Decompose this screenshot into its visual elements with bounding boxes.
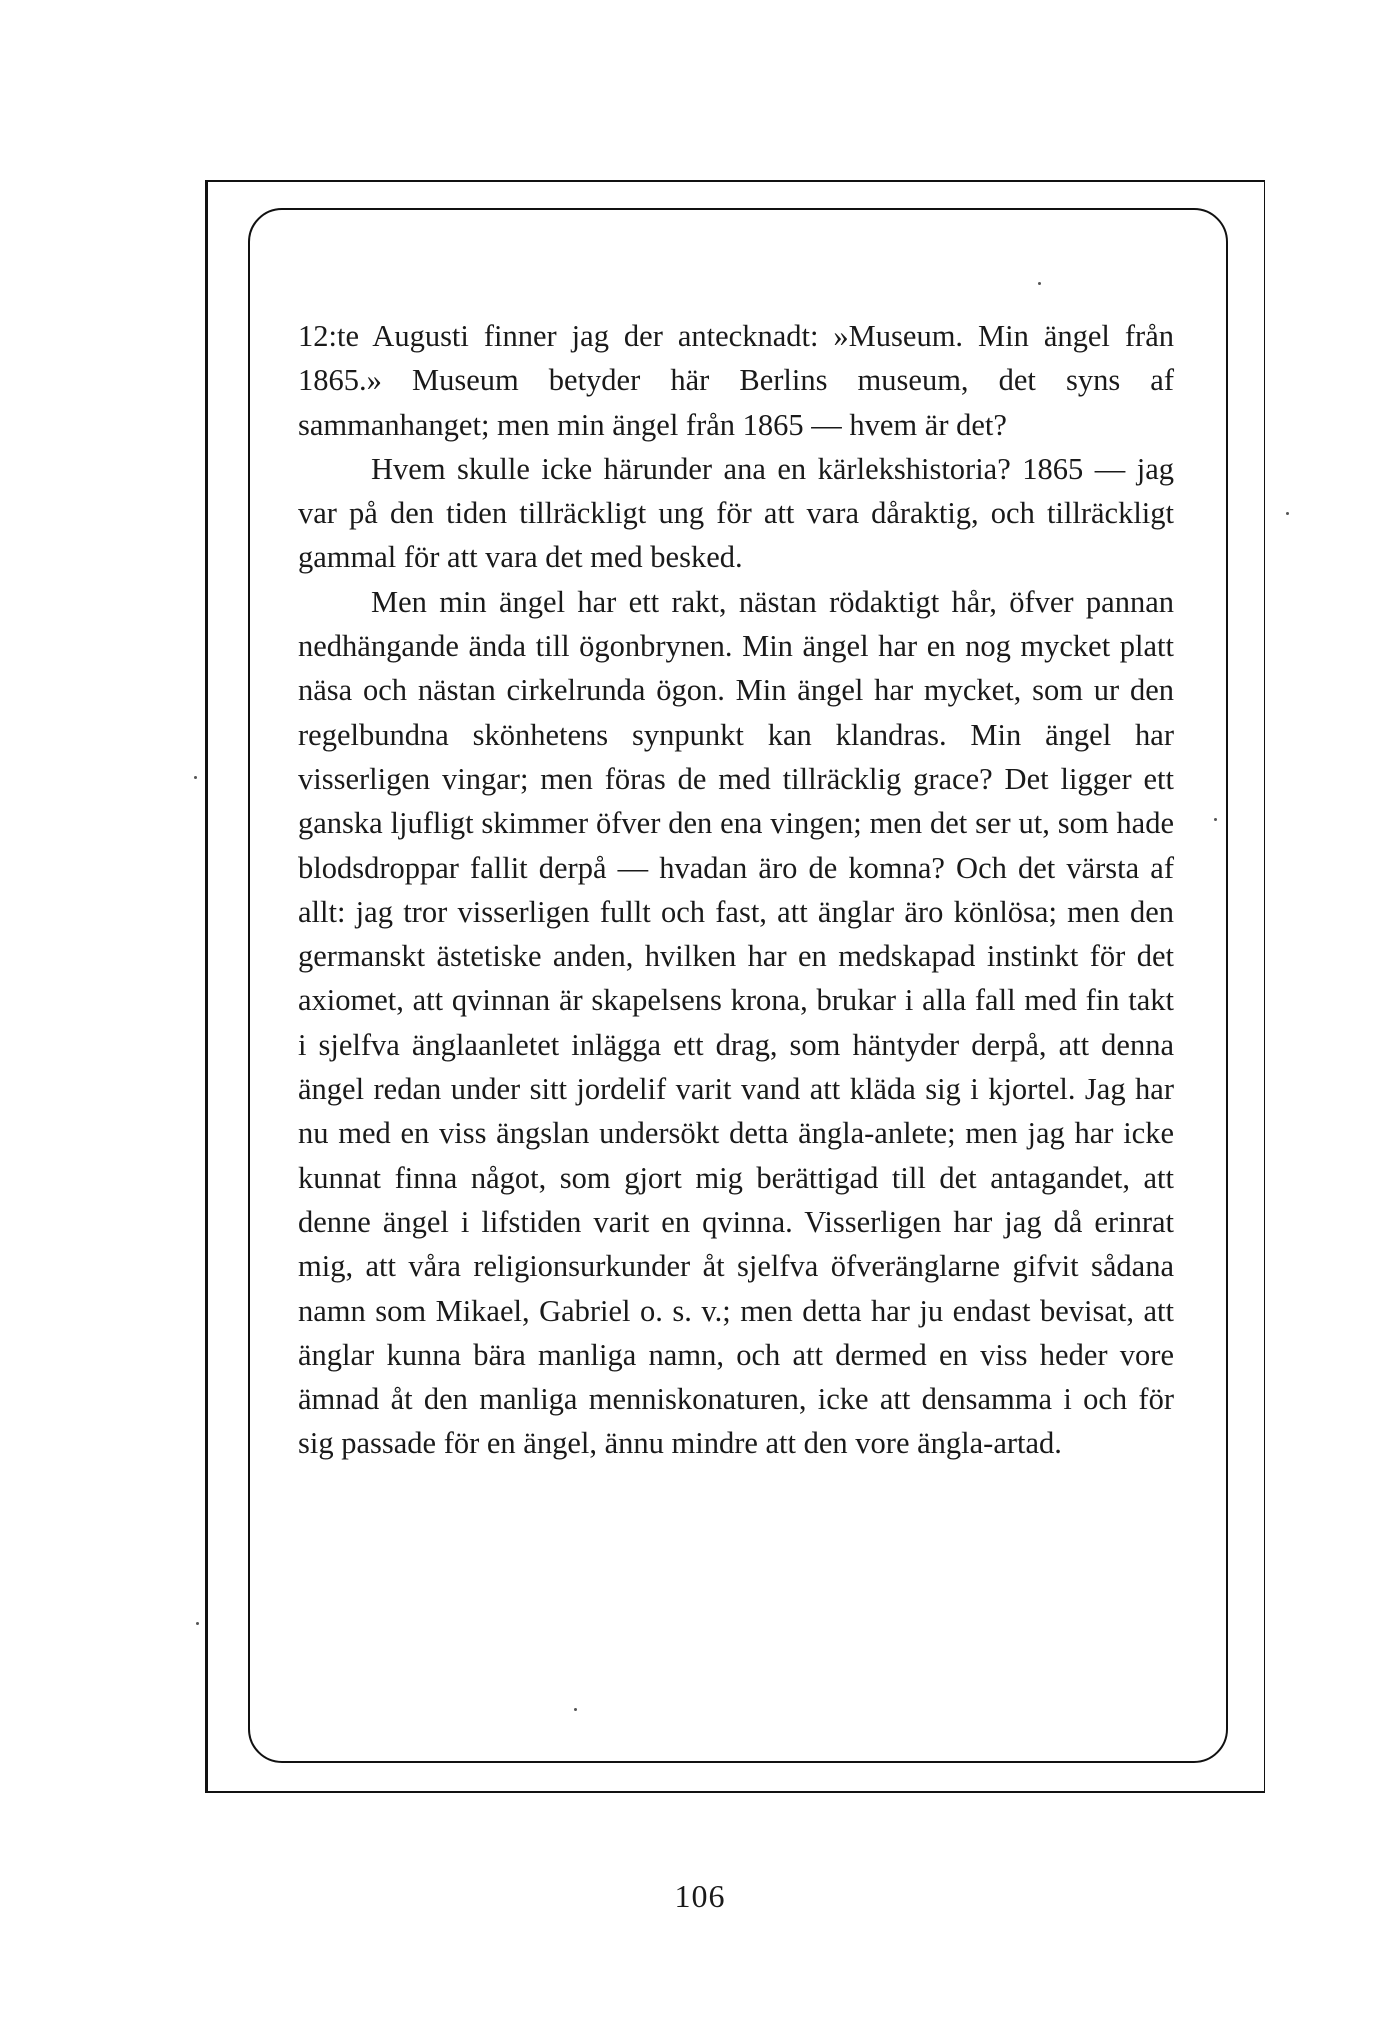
paragraph-3: Men min ängel har ett rakt, nästan rödaktigt hår, öfver pannan nedhängande ända till ögonbrynen. Min ängel har en nog mycket platt näsa och nästan cirkelrunda ögon. Min ängel har mycket, som ur den regelbundna skönhetens synpunkt kan klandras. Min ängel har visserligen vingar; men föras de med tillräcklig grace? Det ligger ett ganska ljufligt skimmer öfver den ena vingen; men det ser ut, som hade blodsdroppar fallit derpå — hvadan äro de komna? Och det värsta af allt: jag tror visserligen fullt och fast, att änglar äro könlösa; men den germanskt ästetiske anden, hvilken har en medskapad instinkt för det axiomet, att qvinnan är skapelsens krona, brukar i alla fall med fin takt i sjelfva änglaanletet inlägga ett drag, som häntyder derpå, att denna ängel redan under sitt jordelif varit vand att kläda sig i kjortel. Jag har nu med en viss ängslan undersökt detta ängla-anlete; men jag har icke kunnat finna något, som gjort mig berättigad till det antagandet, att denne ängel i lifstiden varit en qvinna. Visserligen har jag då erinrat mig, att våra religionsurkunder åt sjelfva öfveränglarne gifvit sådana namn som Mikael, Gabriel o. s. v.; men detta har ju endast bevisat, att änglar kunna bära manliga namn, och att dermed en viss heder vore ämnad åt den manliga menniskonaturen, icke att densamma i och för sig passade för en ängel, ännu mindre att den vore ängla-artad. bbox=[298, 584, 1174, 1461]
print-speck bbox=[194, 776, 197, 779]
print-speck bbox=[1214, 818, 1217, 821]
paragraph-1: 12:te Augusti finner jag der antecknadt: »Museum. Min ängel från 1865.» Museum betyder här Berlins museum, det syns af sammanhanget; men min ängel från 1865 — hvem är det? bbox=[298, 319, 1174, 442]
body-text bbox=[298, 314, 1174, 1466]
paragraph-2: Hvem skulle icke härunder ana en kärlekshistoria? 1865 — jag var på den tiden tillräckligt ung för att vara dåraktig, och tillräckligt gammal för att vara det med besked. bbox=[298, 451, 1174, 575]
page-number: 106 bbox=[674, 1878, 726, 1914]
print-speck bbox=[1038, 282, 1041, 285]
print-speck bbox=[196, 1622, 199, 1625]
print-speck bbox=[1286, 512, 1289, 515]
print-speck bbox=[574, 1708, 577, 1711]
